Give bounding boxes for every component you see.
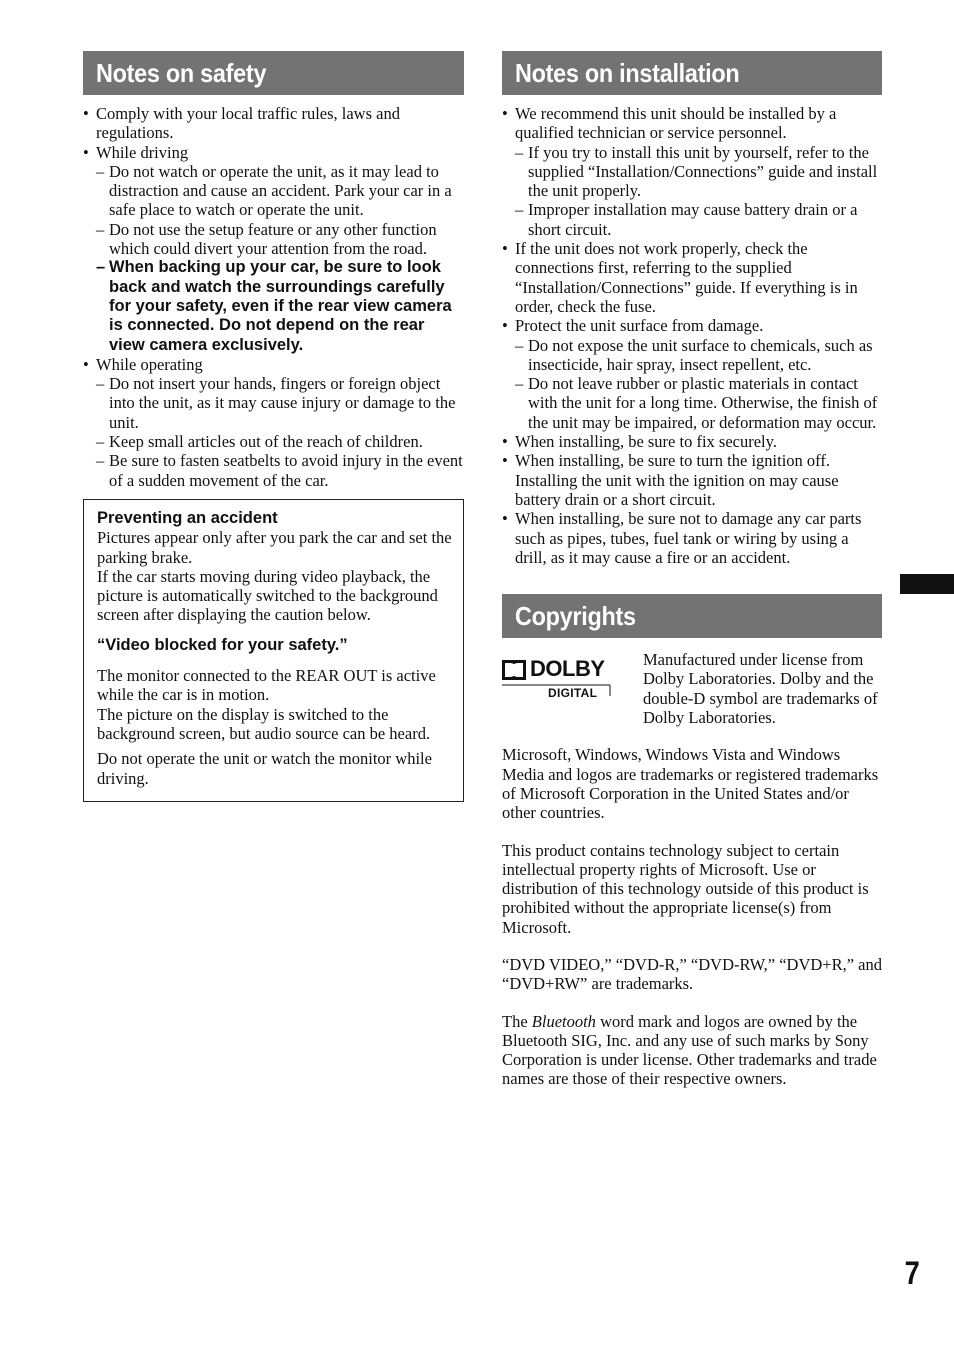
paragraph: The monitor connected to the REAR OUT is active while the car is in motion.	[97, 666, 436, 705]
list-item: • When installing, be sure to fix securely.	[502, 432, 882, 451]
list-item: • We recommend this unit should be installed by a qualified technician or service personnel. – If you try to install this unit by yourself, refer to the supplied “Installation/Connections” guide and install the unit properly. – Improper installation may cause battery drain or a short circuit.	[502, 104, 882, 239]
list-item: – If you try to install this unit by yourself, refer to the supplied “Installation/Connections” guide and install the unit properly.	[515, 143, 882, 201]
list-item: • While operating – Do not insert your hands, fingers or foreign object into the unit, as it may cause injury or damage to the unit. – Keep small articles out of the reach of children. – Be sure to fasten seatbelts to avoid injury in the event of a sudden movement of the car.	[83, 355, 464, 490]
list-item: – Be sure to fasten seatbelts to avoid injury in the event of a sudden movement of the car.	[96, 451, 464, 490]
paragraph: If the car starts moving during video playback, the picture is automatically switched to the background screen after displaying the caution below.	[97, 566, 438, 625]
list-item: – Do not watch or operate the unit, as it may lead to distraction and cause an accident. Park your car in a safe place to watch or operate the unit.	[96, 162, 464, 220]
section-tab-marker	[900, 574, 954, 594]
list-item: – Do not leave rubber or plastic materials in contact with the unit for a long time. Otherwise, the finish of the unit may be impaired, or deformation may occur.	[515, 374, 882, 432]
dvd-trademark-text: “DVD VIDEO,” “DVD-R,” “DVD-RW,” “DVD+R,” and “DVD+RW” are trademarks.	[502, 954, 883, 994]
right-column	[502, 51, 882, 1089]
list-item: • If the unit does not work properly, check the connections first, referring to the supplied “Installation/Connections” guide. If everything is in order, check the fuse.	[502, 239, 882, 316]
copyrights-heading: Copyrights	[502, 594, 882, 638]
bluetooth-trademark-text: The Bluetooth word mark and logos are owned by the Bluetooth SIG, Inc. and any use of such marks by Sony Corporation is under license. Other trademarks and trade names are those of their respective owners.	[502, 1011, 877, 1089]
safety-heading: Notes on safety	[83, 51, 464, 95]
list-item: – Do not use the setup feature or any other function which could divert your attention from the road.	[96, 220, 464, 259]
dolby-row	[502, 650, 882, 727]
bluetooth-italic: Bluetooth	[531, 1011, 596, 1031]
microsoft-trademark-text: Microsoft, Windows, Windows Vista and Windows Media and logos are trademarks or registered trademarks of Microsoft Corporation in the United States and/or other countries.	[502, 745, 879, 823]
paragraph: The picture on the display is switched to the background screen, but audio source can be heard.	[97, 704, 431, 743]
sub-list	[96, 162, 464, 355]
installation-heading: Notes on installation	[502, 51, 882, 95]
sub-list	[515, 336, 882, 432]
dolby-logo-wordmark: DOLBY	[530, 656, 605, 682]
page-number: 7	[904, 1255, 920, 1291]
list-item: – Do not expose the unit surface to chemicals, such as insecticide, hair spray, insect repellent, etc.	[515, 336, 882, 375]
dolby-logo-digital: DIGITAL	[548, 686, 598, 701]
list-item: • When installing, be sure not to damage any car parts such as pipes, tubes, fuel tank or wiring by using a drill, as it may cause a fire or an accident.	[502, 509, 882, 567]
paragraph: Pictures appear only after you park the car and set the parking brake.	[97, 528, 452, 567]
paragraph: Do not operate the unit or watch the monitor while driving.	[97, 749, 432, 788]
list-item: • Protect the unit surface from damage. – Do not expose the unit surface to chemicals, such as insecticide, hair spray, insect repellent, etc. – Do not leave rubber or plastic materials in contact with the unit for a long time. Otherwise, the finish of the unit may be impaired, or deformation may occur.	[502, 316, 882, 432]
dolby-license-text: Manufactured under license from Dolby Laboratories. Dolby and the double-D symbol are trademarks of Dolby Laboratories.	[643, 650, 878, 728]
microsoft-ip-text: This product contains technology subject to certain intellectual property rights of Microsoft. Use or distribution of this technology outside of this product is prohibited without the appropriate license(s) from Microsoft.	[502, 840, 869, 937]
sub-list	[515, 143, 882, 239]
dolby-digital-logo	[502, 650, 643, 710]
list-item: • When installing, be sure to turn the ignition off. Installing the unit with the ignition on may cause battery drain or a short circuit.	[502, 451, 882, 509]
list-item: – Improper installation may cause battery drain or a short circuit.	[515, 200, 882, 239]
list-item: • While driving – Do not watch or operate the unit, as it may lead to distraction and cause an accident. Park your car in a safe place to watch or operate the unit. – Do not use the setup feature or any other function which could divert your attention from the road. – When backing up your car, be sure to look back and watch the surroundings carefully for your safety, even if the rear view camera is connected. Do not depend on the rear view camera exclusively.	[83, 143, 464, 355]
safety-list	[83, 104, 464, 490]
left-column	[83, 51, 464, 802]
installation-list	[502, 104, 882, 567]
sub-list	[96, 374, 464, 490]
accident-box	[83, 499, 464, 802]
list-item: • Comply with your local traffic rules, laws and regulations.	[83, 104, 464, 143]
caution-message: “Video blocked for your safety.”	[97, 635, 348, 654]
warning-item: – When backing up your car, be sure to look back and watch the surroundings carefully for your safety, even if the rear view camera is connected. Do not depend on the rear view camera exclusively.	[96, 258, 464, 354]
list-item: – Do not insert your hands, fingers or foreign object into the unit, as it may cause injury or damage to the unit.	[96, 374, 464, 432]
accident-box-title: Preventing an accident	[97, 508, 278, 527]
list-item: – Keep small articles out of the reach of children.	[96, 432, 464, 451]
copyrights-body	[502, 650, 882, 1089]
